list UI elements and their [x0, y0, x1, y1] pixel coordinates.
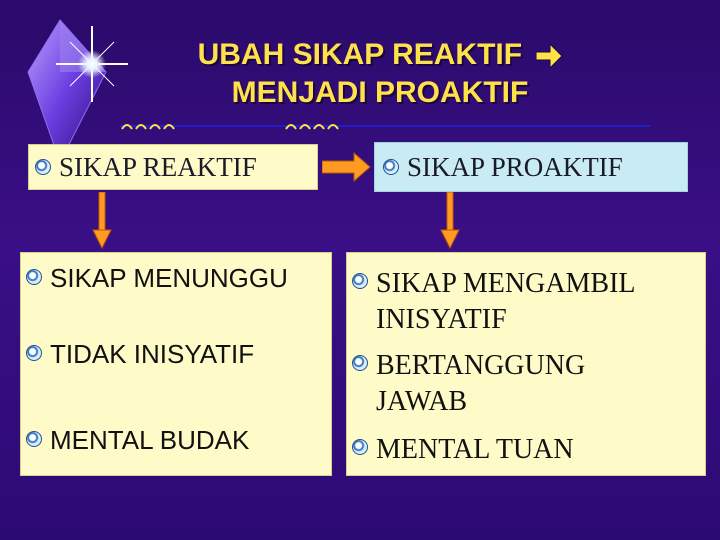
list-item [352, 432, 672, 468]
bullet-icon [26, 269, 42, 285]
list-item-label: BERTANGGUNG JAWAB [376, 350, 586, 417]
bullet-icon [352, 355, 368, 371]
title-underline [120, 119, 650, 133]
bullet-icon [35, 159, 51, 175]
bullet-icon [352, 439, 368, 455]
list-item-label: MENTAL TUAN [376, 434, 574, 465]
bullet-icon [26, 431, 42, 447]
title-line-2: MENJADI PROAKTIF [231, 76, 529, 109]
list-item-label: TIDAK INISYATIF [50, 339, 255, 369]
arrow-right-icon [322, 152, 372, 182]
reaktif-header-label: SIKAP REAKTIF [59, 151, 257, 182]
list-item-label: SIKAP MENUNGGU [50, 263, 288, 293]
title-text-1: UBAH SIKAP REAKTIF [197, 38, 523, 71]
arrow-down-icon [91, 192, 113, 250]
list-item [26, 424, 316, 456]
list-item [26, 262, 306, 294]
bullet-icon [352, 273, 368, 289]
proaktif-header-box [374, 142, 688, 192]
list-item-label: MENTAL BUDAK [50, 425, 250, 455]
proaktif-header-label: SIKAP PROAKTIF [407, 151, 623, 182]
list-item-label: SIKAP MENGAMBIL INISYATIF [376, 268, 635, 335]
reaktif-header-box [28, 144, 318, 190]
arrow-right-icon [536, 44, 562, 68]
title-line-1 [150, 36, 610, 74]
arrow-down-icon [439, 192, 461, 250]
list-item [352, 348, 672, 420]
list-item [352, 266, 672, 338]
bullet-icon [383, 159, 399, 175]
bullet-icon [26, 345, 42, 361]
slide-title [150, 36, 610, 112]
list-item [26, 338, 316, 370]
